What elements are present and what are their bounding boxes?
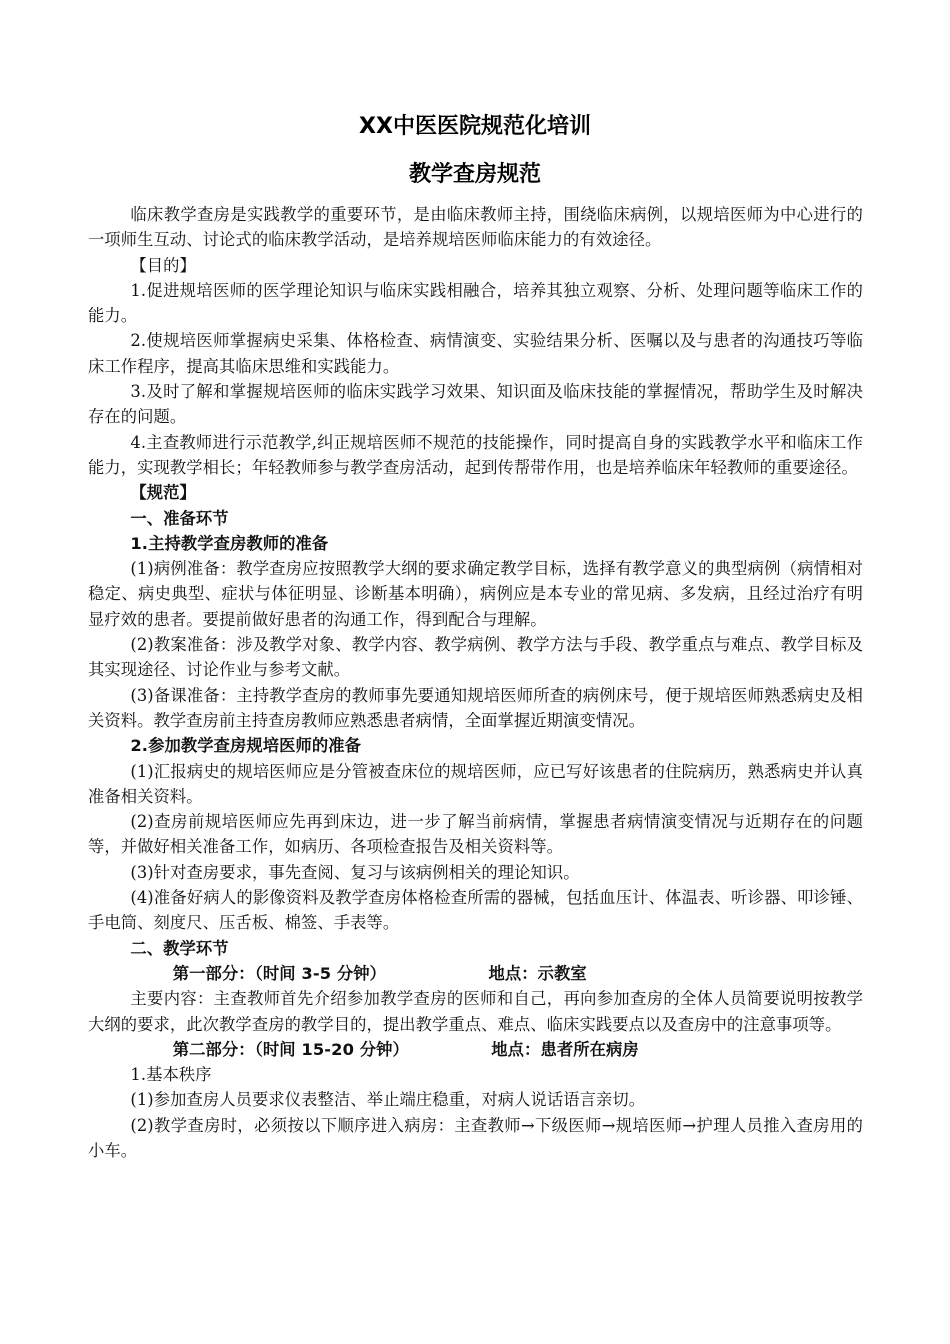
purpose-item: 2.使规培医师掌握病史采集、体格检查、病情演变、实验结果分析、医嘱以及与患者的沟通技巧等临床工作程序，提高其临床思维和实践能力。 [88,331,863,376]
purpose-item: 1.促进规培医师的医学理论知识与临床实践相融合，培养其独立观察、分析、处理问题等临床工作的能力。 [88,280,863,326]
intro-paragraph: 临床教学查房是实践教学的重要环节，是由临床教师主持，围绕临床病例，以规培医师为中心进行的一项师生互动、讨论式的临床教学活动，是培养规培医师临床能力的有效途径。 [88,205,863,250]
sub2-item: (3)针对查房要求，事先查阅、复习与该病例相关的理论知识。 [130,862,580,882]
purpose-heading: 【目的】 [130,255,196,275]
purpose-item: 4.主查教师进行示范教学,纠正规培医师不规范的技能操作，同时提高自身的实践教学水平和临床工作能力，实现教学相长；年轻教师参与教学查房活动，起到传帮带作用，也是培养临床年轻教师的重要途径。 [88,432,863,477]
sub2-item: (4)准备好病人的影像资料及教学查房体格检查所需的器械，包括血压计、体温表、听诊器、叩诊锤、手电筒、刻度尺、压舌板、棉签、手表等。 [88,888,863,933]
sub2-item: (2)查房前规培医师应先再到床边，进一步了解当前病情，掌握患者病情演变情况与近期存在的问题等，并做好相关准备工作，如病历、各项检查报告及相关资料等。 [88,812,863,857]
sub1-item: (3)备课准备：主持教学查房的教师事先要通知规培医师所查的病例床号，便于规培医师熟悉病史及相关资料。教学查房前主持查房教师应熟悉患者病情，全面掌握近期演变情况。 [88,685,863,730]
order-heading: 1.基本秩序 [130,1065,212,1085]
order-item: (1)参加查房人员要求仪表整洁、举止端庄稳重，对病人说话语言亲切。 [130,1090,646,1110]
document-title: XX中医医院规范化培训 [359,114,591,139]
order-item: (2)教学查房时，必须按以下顺序进入病房：主查教师→下级医师→规培医师→护理人员推入查房用的小车。 [88,1115,863,1160]
subsection-heading: 1.主持教学查房教师的准备 [130,533,329,553]
part2-line [88,1037,863,1062]
part1-content: 主要内容：主查教师首先介绍参加教学查房的医师和自己，再向参加查房的全体人员简要说明按教学大纲的要求，此次教学查房的教学目的，提出教学重点、难点、临床实践要点以及查房中的注意事项等。 [88,989,863,1034]
document-subtitle: 教学查房规范 [408,162,541,187]
subsection-heading: 2.参加教学查房规培医师的准备 [130,736,362,756]
part2-label: 第二部分：（时间 15-20 分钟） [172,1039,409,1059]
norms-heading: 【规范】 [130,483,196,503]
purpose-item: 3.及时了解和掌握规培医师的临床实践学习效果、知识面及临床技能的掌握情况，帮助学生及时解决存在的问题。 [88,382,863,427]
part1-line [88,961,863,986]
document-body [88,202,863,1163]
section-heading: 二、教学环节 [130,938,229,958]
sub1-item: (1)病例准备：教学查房应按照教学大纲的要求确定教学目标，选择有教学意义的典型病例（病情相对稳定、病史典型、症状与体征明显、诊断基本明确），病例应是本专业的常见病、多发病，且经过治疗有明显疗效的患者。要提前做好患者的沟通工作，得到配合与理解。 [88,559,863,629]
part1-location: 地点：示教室 [488,963,587,983]
section-heading: 一、准备环节 [130,508,229,528]
part1-label: 第一部分：（时间 3-5 分钟） [172,963,387,983]
sub1-item: (2)教案准备：涉及教学对象、教学内容、教学病例、教学方法与手段、教学重点与难点、教学目标及其实现途径、讨论作业与参考文献。 [88,635,863,680]
sub2-item: (1)汇报病史的规培医师应是分管被查床位的规培医师，应已写好该患者的住院病历，熟悉病史并认真准备相关资料。 [88,761,863,806]
part2-location: 地点：患者所在病房 [491,1039,639,1059]
